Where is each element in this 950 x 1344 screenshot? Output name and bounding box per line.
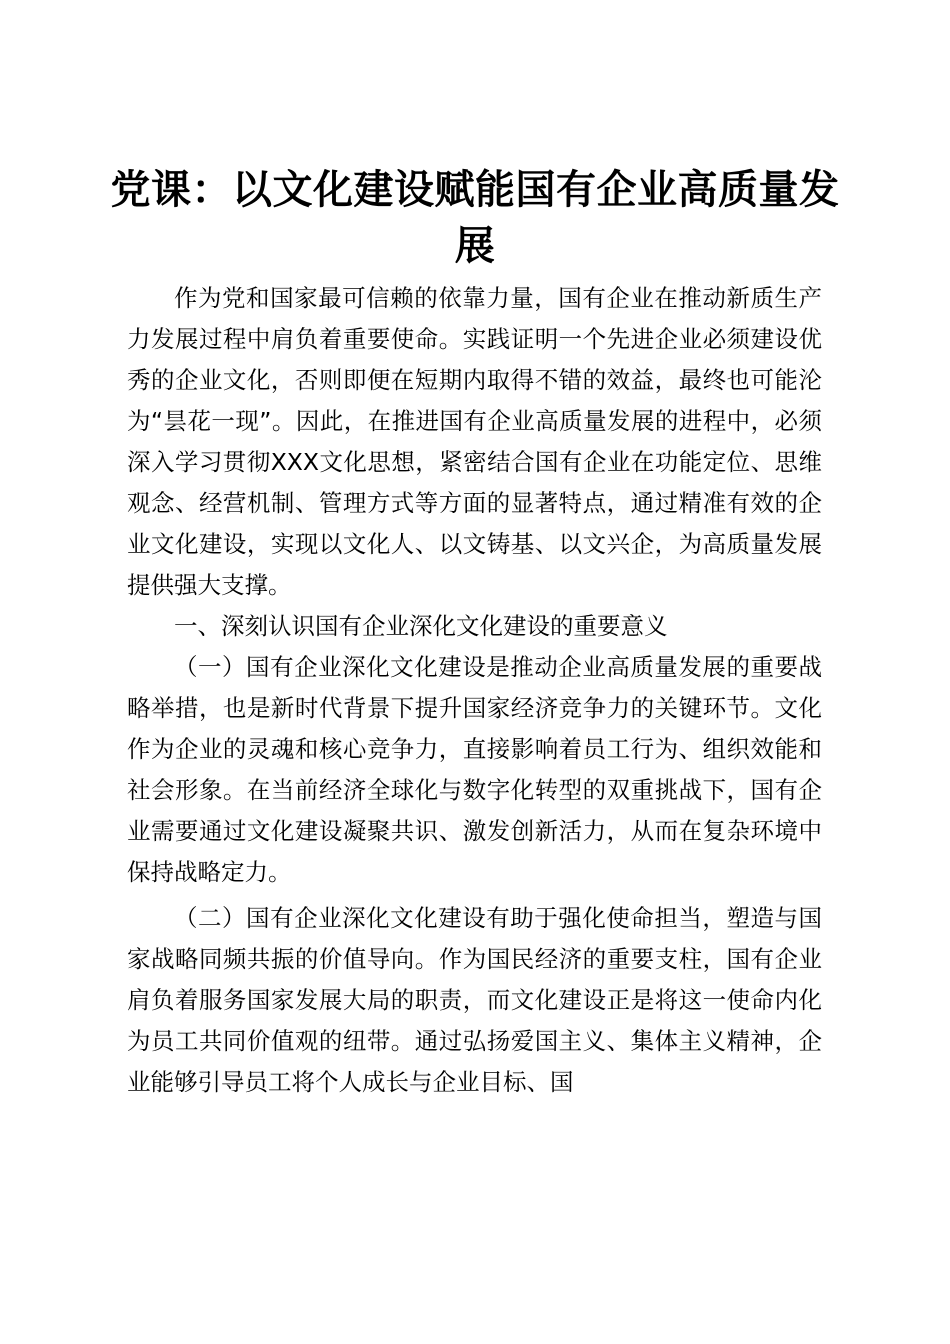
subsection-paragraph-2: （二）国有企业深化文化建设有助于强化使命担当，塑造与国家战略同频共振的价值导向。作为国民经济的重要支柱，国有企业肩负着服务国家发展大局的职责，而文化建设正是将这一使命内化为员工共同价值观的纽带。通过弘扬爱国主义、集体主义精神，企业能够引导员工将个人成长与企业目标、国 — [127, 904, 822, 1096]
section-heading-1: 一、深刻认识国有企业深化文化建设的重要意义 — [174, 612, 668, 640]
intro-paragraph: 作为党和国家最可信赖的依靠力量，国有企业在推动新质生产力发展过程中肩负着重要使命。实践证明一个先进企业必须建设优秀的企业文化，否则即便在短期内取得不错的效益，最终也可能沦为“昙花一现”。因此，在推进国有企业高质量发展的进程中，必须深入学习贯彻XXX文化思想，紧密结合国有企业在功能定位、思维观念、经营机制、管理方式等方面的显著特点，通过精准有效的企业文化建设，实现以文化人、以文铸基、以文兴企，为高质量发展提供强大支撑。 — [127, 284, 822, 599]
document-title: 党课：以文化建设赋能国有企业高质量发展 — [110, 167, 840, 269]
subsection-paragraph-1: （一）国有企业深化文化建设是推动企业高质量发展的重要战略举措，也是新时代背景下提升国家经济竞争力的关键环节。文化作为企业的灵魂和核心竞争力，直接影响着员工行为、组织效能和社会形象。在当前经济全球化与数字化转型的双重挑战下，国有企业需要通过文化建设凝聚共识、激发创新活力，从而在复杂环境中保持战略定力。 — [127, 653, 822, 886]
document-body — [127, 278, 822, 1103]
